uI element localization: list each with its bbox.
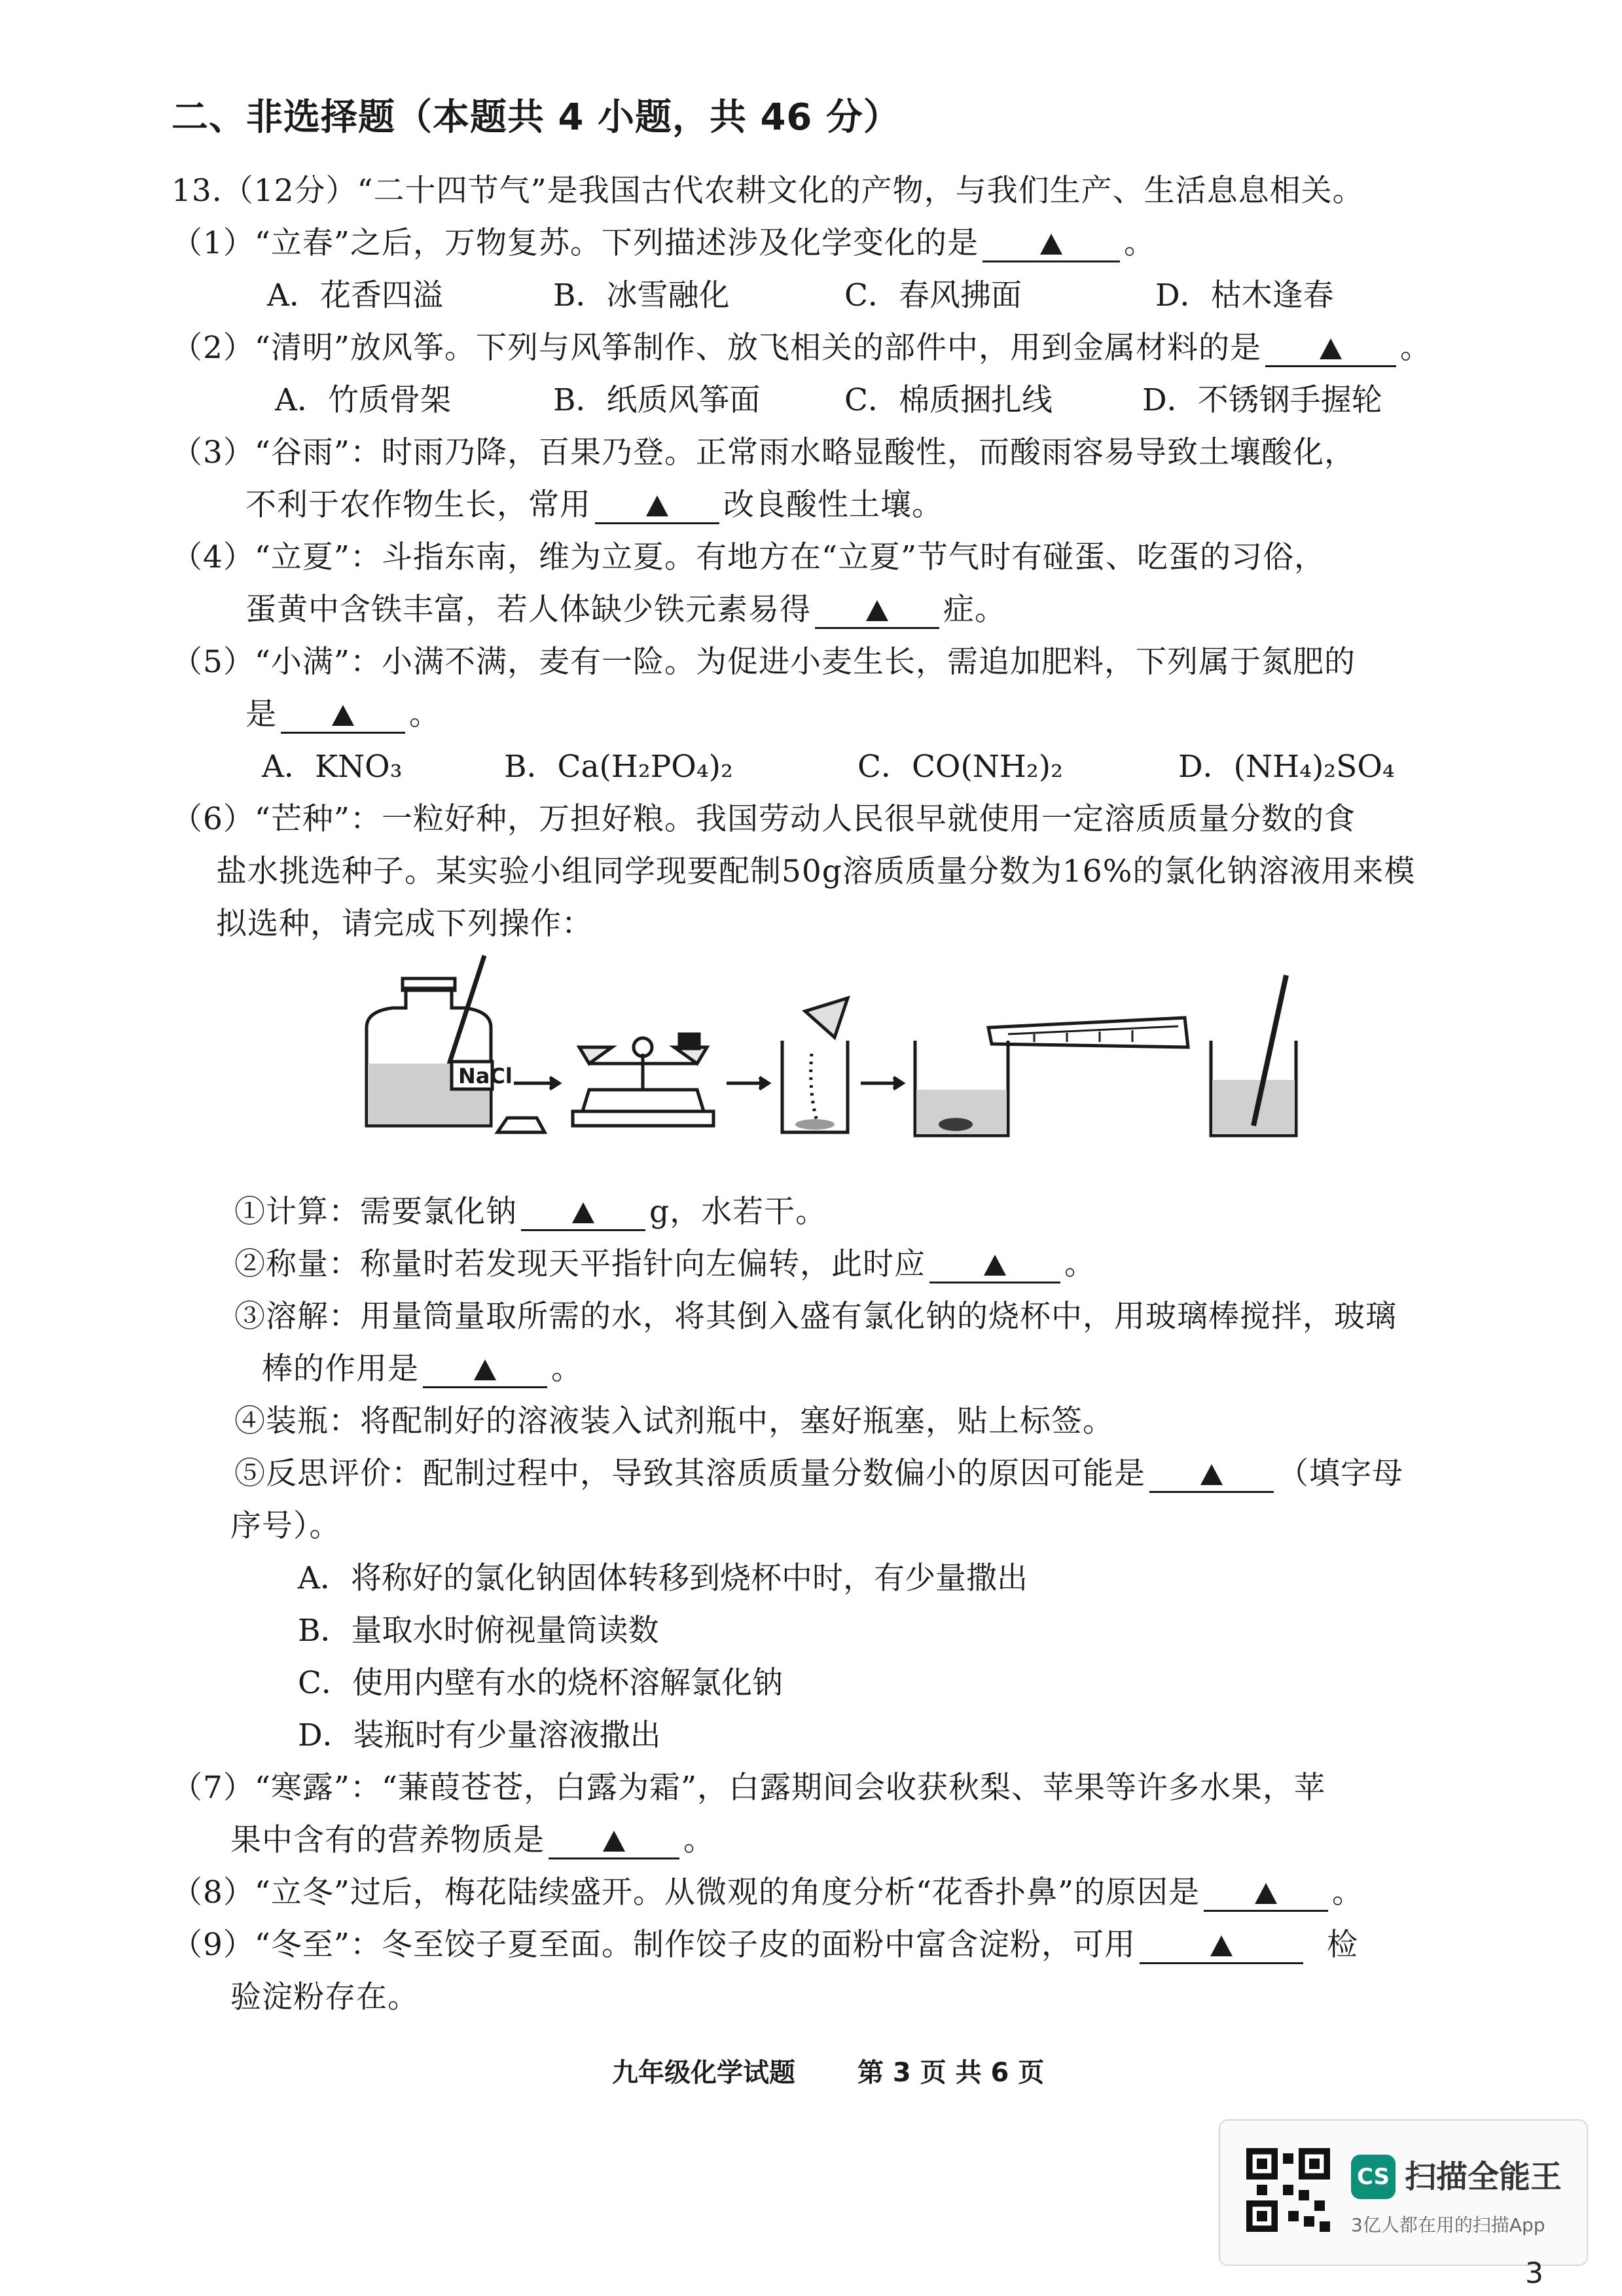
option-c: C．春风拂面: [844, 278, 1022, 314]
option-d: D．枯木逢春: [1155, 278, 1334, 314]
beaker-stirring-icon: [1211, 975, 1296, 1136]
answer-blank[interactable]: [982, 226, 1120, 262]
arrow-icon: [727, 1077, 768, 1089]
watermark-subtitle: 3亿人都在用的扫描App: [1351, 2214, 1545, 2236]
option-c: C．使用内壁有水的烧杯溶解氯化钠: [298, 1665, 783, 1701]
solution-preparation-figure: [353, 949, 1322, 1152]
footer-subject: 九年级化学试题: [612, 2058, 795, 2088]
option-d: D．(NH₄)₂SO₄: [1178, 749, 1395, 785]
option-b: B．量取水时俯视量筒读数: [298, 1613, 659, 1649]
answer-blank[interactable]: [423, 1352, 547, 1388]
q13-p9-line2: 验淀粉存在。: [230, 1979, 419, 2015]
triangle-icon: [572, 1202, 594, 1223]
answer-blank[interactable]: [1204, 1876, 1328, 1912]
scanner-watermark: [1219, 2119, 1588, 2266]
balance-icon: [573, 1034, 713, 1126]
triangle-icon: [1210, 1935, 1233, 1956]
q13-p6-line2: 盐水挑选种子。某实验小组同学现要配制50g溶质质量分数为16%的氯化钠溶液用来模: [216, 853, 1416, 889]
camscanner-logo-icon: CS: [1351, 2155, 1396, 2199]
q13-p6-step3-line1: ③溶解：用量筒量取所需的水，将其倒入盛有氯化钠的烧杯中，用玻璃棒搅拌，玻璃: [234, 1299, 1397, 1335]
q13-p5-line2: 是 。: [245, 696, 441, 732]
page-number: 3: [1525, 2257, 1543, 2290]
q13-p6-step5-line1: ⑤反思评价：配制过程中，导致其溶质质量分数偏小的原因可能是 （填字母: [234, 1456, 1403, 1492]
triangle-icon: [332, 705, 354, 726]
option-a: A．将称好的氯化钠固体转移到烧杯中时，有少量撒出: [298, 1560, 1028, 1596]
q13-p7-line1: （7）“寒露”：“蒹葭苍苍，白露为霜”，白露期间会收获秋梨、苹果等许多水果，苹: [171, 1770, 1326, 1806]
option-a: A．KNO₃: [262, 749, 403, 785]
q13-p8: （8）“立冬”过后，梅花陆续盛开。从微观的角度分析“花香扑鼻”的原因是 。: [171, 1874, 1364, 1910]
q13-p1: （1）“立春”之后，万物复苏。下列描述涉及化学变化的是 。: [171, 225, 1155, 261]
answer-blank[interactable]: [281, 698, 405, 734]
q13-p6-step2: ②称量：称量时若发现天平指针向左偏转，此时应 。: [234, 1246, 1096, 1282]
pouring-water-icon: [915, 1018, 1188, 1136]
option-c: C．棉质捆扎线: [844, 382, 1053, 418]
triangle-icon: [1255, 1883, 1277, 1904]
answer-blank[interactable]: [549, 1823, 679, 1859]
reagent-bottle-icon: [367, 956, 492, 1126]
answer-blank[interactable]: [1149, 1457, 1274, 1493]
answer-blank[interactable]: [815, 593, 939, 629]
triangle-icon: [866, 600, 888, 621]
q13-p3-line2: 不利于农作物生长，常用 改良酸性土壤。: [245, 487, 943, 523]
q13-p3-line1: （3）“谷雨”：时雨乃降，百果乃登。正常雨水略显酸性，而酸雨容易导致土壤酸化，: [171, 435, 1356, 471]
option-d: D．不锈钢手握轮: [1142, 382, 1382, 418]
option-a: A．竹质骨架: [275, 382, 451, 418]
triangle-icon: [474, 1359, 496, 1380]
section-title: 二、非选择题（本题共 4 小题，共 46 分）: [171, 96, 901, 139]
option-b: B．纸质风筝面: [553, 382, 761, 418]
arrow-icon: [861, 1077, 903, 1089]
triangle-icon: [984, 1255, 1006, 1276]
q13-p4-line2: 蛋黄中含铁丰富，若人体缺少铁元素易得 症。: [245, 592, 1006, 628]
triangle-icon: [1040, 234, 1062, 255]
q13-p6-line3: 拟选种，请完成下列操作：: [216, 906, 593, 942]
q13-p6-step3-line2: 棒的作用是 。: [262, 1351, 583, 1387]
q13-stem: 13.（12分）“二十四节气”是我国古代农耕文化的产物，与我们生产、生活息息相关。: [171, 173, 1364, 209]
option-c: C．CO(NH₂)₂: [857, 749, 1063, 785]
q13-p5-line1: （5）“小满”：小满不满，麦有一险。为促进小麦生长，需追加肥料，下列属于氮肥的: [171, 644, 1356, 680]
nacl-label: NaCl: [458, 1064, 513, 1088]
option-b: B．Ca(H₂PO₄)₂: [504, 749, 733, 785]
triangle-icon: [646, 495, 668, 516]
answer-blank[interactable]: [929, 1247, 1060, 1283]
answer-blank[interactable]: [521, 1195, 645, 1231]
option-a: A．花香四溢: [267, 278, 443, 314]
q13-p9-line1: （9）“冬至”：冬至饺子夏至面。制作饺子皮的面粉中富含淀粉，可用 检: [171, 1927, 1358, 1963]
answer-blank[interactable]: [1265, 331, 1396, 367]
answer-blank[interactable]: [595, 488, 719, 524]
triangle-icon: [603, 1831, 625, 1852]
q13-p6-step4: ④装瓶：将配制好的溶液装入试剂瓶中，塞好瓶塞，贴上标签。: [234, 1403, 1114, 1439]
q13-p2: （2）“清明”放风筝。下列与风筝制作、放飞相关的部件中，用到金属材料的是 。: [171, 330, 1432, 366]
q13-p6-step1: ①计算：需要氯化钠 g，水若干。: [234, 1194, 827, 1230]
option-d: D．装瓶时有少量溶液撒出: [298, 1717, 661, 1753]
watermark-title: 扫描全能王: [1405, 2159, 1562, 2195]
weighing-paper-icon: [497, 1118, 545, 1132]
q13-p6-line1: （6）“芒种”：一粒好种，万担好粮。我国劳动人民很早就使用一定溶质质量分数的食: [171, 801, 1356, 837]
q13-p6-step5-line2: 序号）。: [230, 1508, 341, 1544]
triangle-icon: [1320, 338, 1342, 359]
option-b: B．冰雪融化: [553, 278, 730, 314]
q13-p4-line1: （4）“立夏”：斗指东南，维为立夏。有地方在“立夏”节气时有碰蛋、吃蛋的习俗，: [171, 539, 1326, 575]
beaker-with-funnel-icon: [782, 998, 848, 1132]
arrow-icon: [514, 1077, 559, 1089]
triangle-icon: [1200, 1464, 1223, 1485]
answer-blank[interactable]: [1140, 1928, 1303, 1964]
footer-page: 第 3 页 共 6 页: [857, 2058, 1045, 2088]
q13-p7-line2: 果中含有的营养物质是 。: [230, 1822, 715, 1858]
qr-code-icon: [1246, 2148, 1330, 2232]
